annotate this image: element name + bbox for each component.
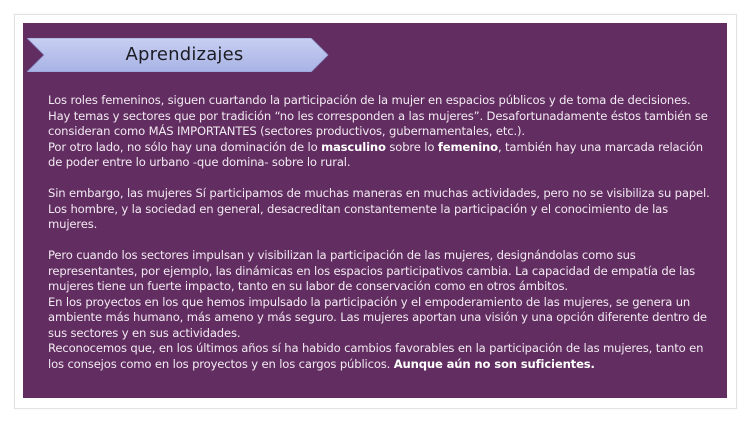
title-banner — [27, 38, 329, 72]
paragraph-temas: Hay temas y sectores que por tradición “no les corresponden a las mujeres”. Desafortunadamente éstos también se consideran como MÁS IMPORTANTES (sectores productivos, gubernamentales, etc.). — [48, 108, 708, 138]
text-segment: sobre lo — [385, 139, 438, 154]
bold-masculino: masculino — [321, 139, 386, 154]
text-segment: Reconocemos que, en los últimos años sí ha habido cambios favorables en la participación de las mujeres, tanto en los consejos como en los proyectos y en los cargos públicos. — [48, 341, 704, 371]
paragraph-roles: Los roles femeninos, siguen cuartando la participación de la mujer en espacios públicos y de toma de decisiones. — [48, 93, 691, 107]
paragraph-sin-embargo: Sin embargo, las mujeres Sí participamos de muchas maneras en muchas actividades, pero no se visibiliza su papel. Los hombre, y la sociedad en general, desacreditan constantemente la participación y el conocimiento de las mujeres. — [48, 186, 710, 231]
bold-femenino: femenino — [437, 139, 498, 154]
paragraph-proyectos: En los proyectos en los que hemos impulsado la participación y el empoderamiento de las mujeres, se genera un ambiente más humano, más ameno y más seguro. Las mujeres aportan una visión y una opción diferente dentro de sus sectores y en sus actividades. — [48, 294, 707, 340]
text-segment: Por otro lado, no sólo hay una dominación de lo — [48, 139, 322, 154]
paragraph-dominacion — [48, 140, 716, 171]
slide-title: Aprendizajes — [125, 44, 244, 65]
paragraph-pero-cuando: Pero cuando los sectores impulsan y visibilizan la participación de las mujeres, designándolas como sus representantes, por ejemplo, las dinámicas en los espacios participativos cambia. La capacidad de empatía de las mujeres tiene un fuerte impacto, tanto en su labor de conservación como en otros ámbitos. — [48, 248, 696, 293]
text-segment: , también hay una marcada relación de poder entre lo urbano -que domina- sobre lo rural. — [48, 139, 703, 169]
paragraph-gap — [48, 171, 716, 187]
bold-conclusion: Aunque aún no son suficientes. — [393, 356, 595, 371]
paragraph-gap — [48, 233, 716, 249]
slide-body — [48, 93, 716, 372]
paragraph-reconocemos — [48, 341, 716, 372]
